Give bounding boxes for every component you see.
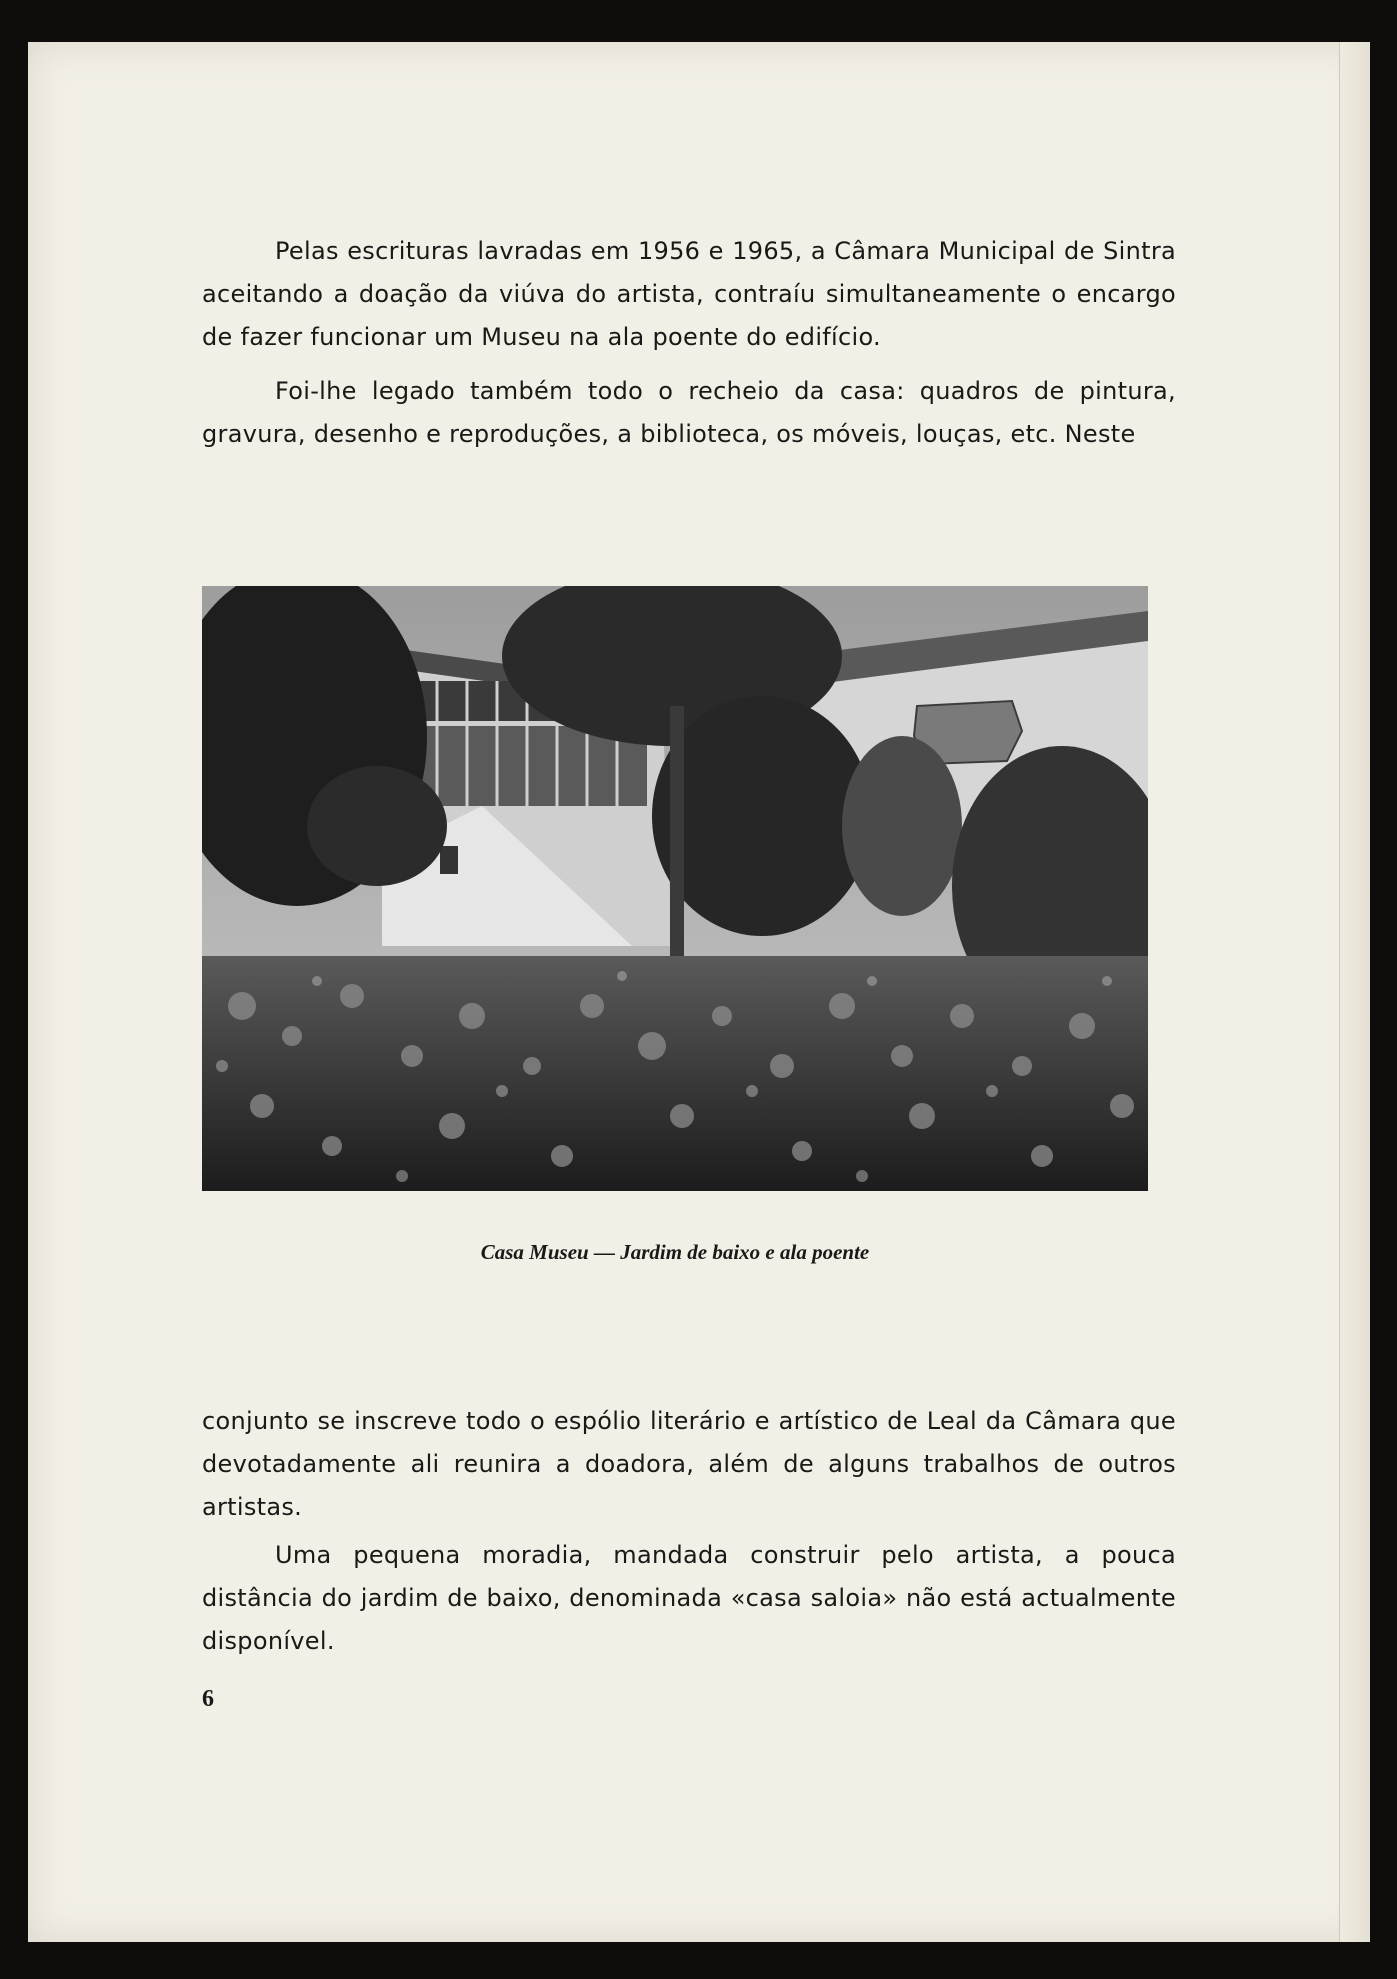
page-edge [1339, 42, 1370, 1942]
page-number: 6 [202, 1686, 214, 1712]
page-sheet [28, 42, 1370, 1942]
paragraph-casa-saloia: Uma pequena moradia, mandada construir pelo artista, a pouca distância do jardim de baixo, denominada «casa saloia» não está actualmente disponível. [202, 1541, 1176, 1655]
paragraph-legacy: Foi-lhe legado também todo o recheio da casa: quadros de pintura, gravura, desenho e reproduções, a biblioteca, os móveis, louças, etc. Neste [202, 377, 1176, 448]
garden-photo [202, 586, 1148, 1191]
photo-caption: Casa Museu — Jardim de baixo e ala poente [480, 1240, 870, 1264]
paragraph-deeds: Pelas escrituras lavradas em 1956 e 1965, a Câmara Municipal de Sintra aceitando a doação da viúva do artista, contraíu simultaneamente o encargo de fazer funcionar um Museu na ala poente do edifício. [202, 237, 1176, 351]
paragraph-collection: conjunto se inscreve todo o espólio literário e artístico de Leal da Câmara que devotadamente ali reunira a doadora, além de alguns trabalhos de outros artistas. [202, 1407, 1176, 1521]
